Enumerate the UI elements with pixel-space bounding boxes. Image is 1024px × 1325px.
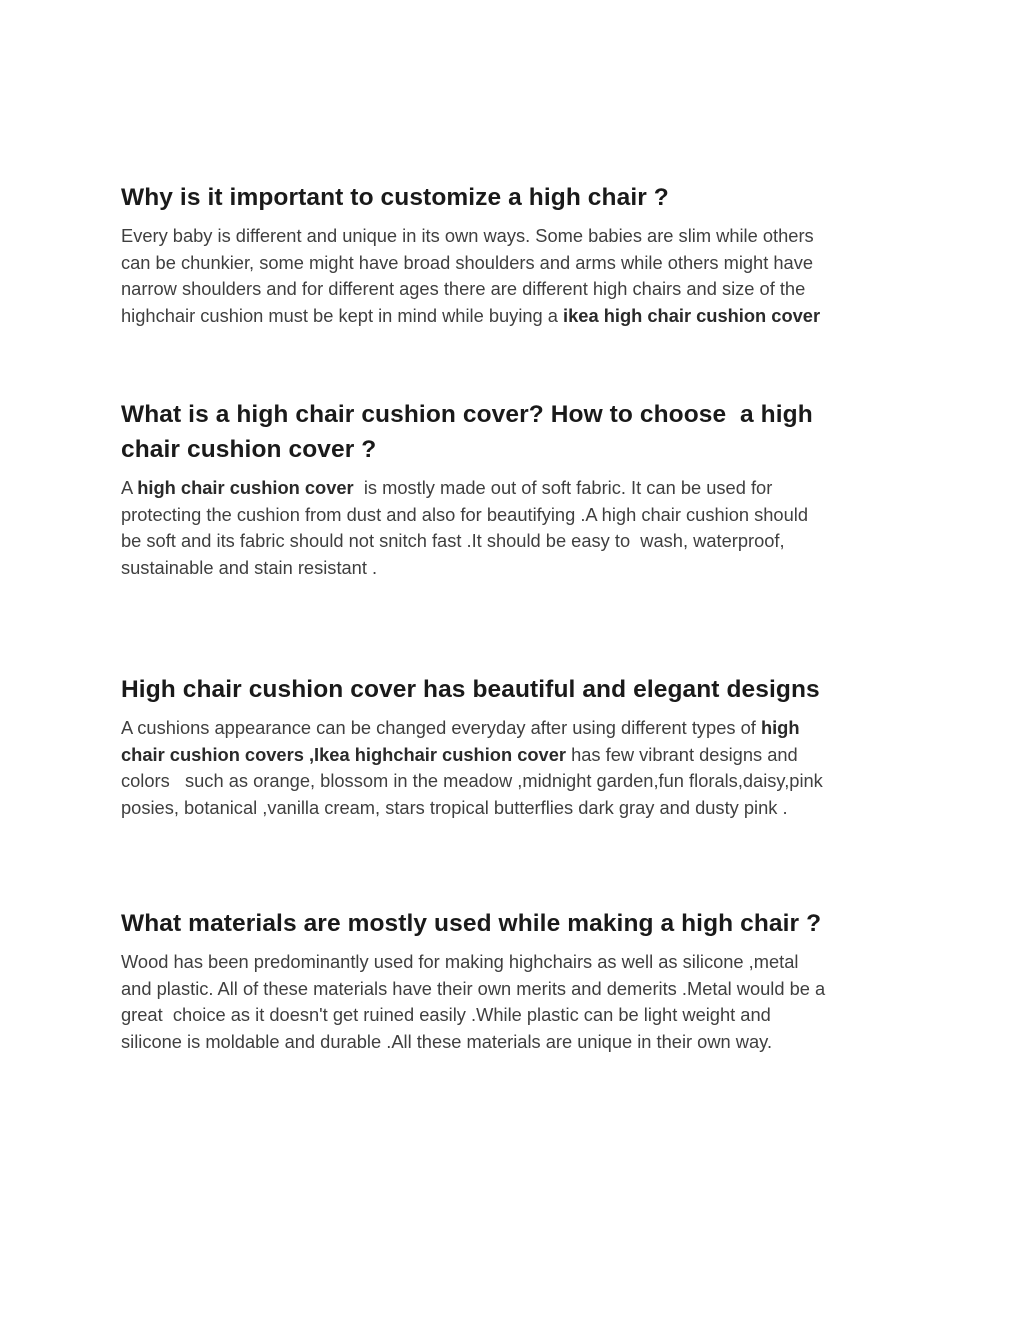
paragraph-line: sustainable and stain resistant . [121,556,378,578]
section-heading: High chair cushion cover has beautiful and elegant designs [121,676,820,703]
paragraph-line: can be chunkier, some might have broad shoulders and arms while others might have [121,251,814,273]
paragraph-text: is mostly made out of soft fabric. It can be used for [353,477,773,498]
paragraph-line: Wood has been predominantly used for making highchairs as well as silicone ,metal [121,951,799,972]
paragraph-line: and plastic. All of these materials have their own merits and demerits .Metal would be a [121,977,826,999]
paragraph-line: posies, botanical ,vanilla cream, stars tropical butterflies dark gray and dusty pink . [121,796,788,818]
heading-line: What is a high chair cushion cover? How to choose a high [121,401,813,428]
paragraph-line: silicone is moldable and durable .All these materials are unique in their own way. [121,1030,773,1052]
section-heading: Why is it important to customize a high chair ? [121,184,669,211]
section-designs [121,672,906,821]
paragraph-line: great choice as it doesn't get ruined easily .While plastic can be light weight and [121,1004,771,1026]
section-heading: What materials are mostly used while making a high chair ? [121,910,822,937]
section-customize [121,180,906,329]
section-paragraph [121,949,906,1055]
section-paragraph [121,715,906,821]
section-what-is-cover [121,397,906,581]
heading-line: chair cushion cover ? [121,436,377,463]
keyword-bold: ikea high chair cushion cover [563,304,821,326]
paragraph-text: A [121,477,138,498]
section-heading [121,397,906,467]
paragraph-text: has few vibrant designs and [566,743,798,765]
paragraph-line: Every baby is different and unique in its own ways. Some babies are slim while others [121,225,814,246]
keyword-bold: high chair cushion cover [137,477,354,498]
paragraph-line: be soft and its fabric should not snitch fast .It should be easy to wash, waterproof, [121,530,785,552]
paragraph-line: protecting the cushion from dust and also for beautifying .A high chair cushion should [121,503,808,525]
section-paragraph [121,475,906,581]
keyword-bold: chair cushion covers ,Ikea highchair cushion cover [121,743,566,765]
paragraph-line: colors such as orange, blossom in the meadow ,midnight garden,fun florals,daisy,pink [121,770,823,792]
section-materials [121,906,906,1055]
section-paragraph [121,223,906,329]
paragraph-line: narrow shoulders and for different ages there are different high chairs and size of the [121,278,806,300]
keyword-bold: high [760,717,800,738]
paragraph-text: A cushions appearance can be changed everyday after using different types of [121,717,761,738]
paragraph-line: highchair cushion must be kept in mind while buying a [121,304,564,326]
